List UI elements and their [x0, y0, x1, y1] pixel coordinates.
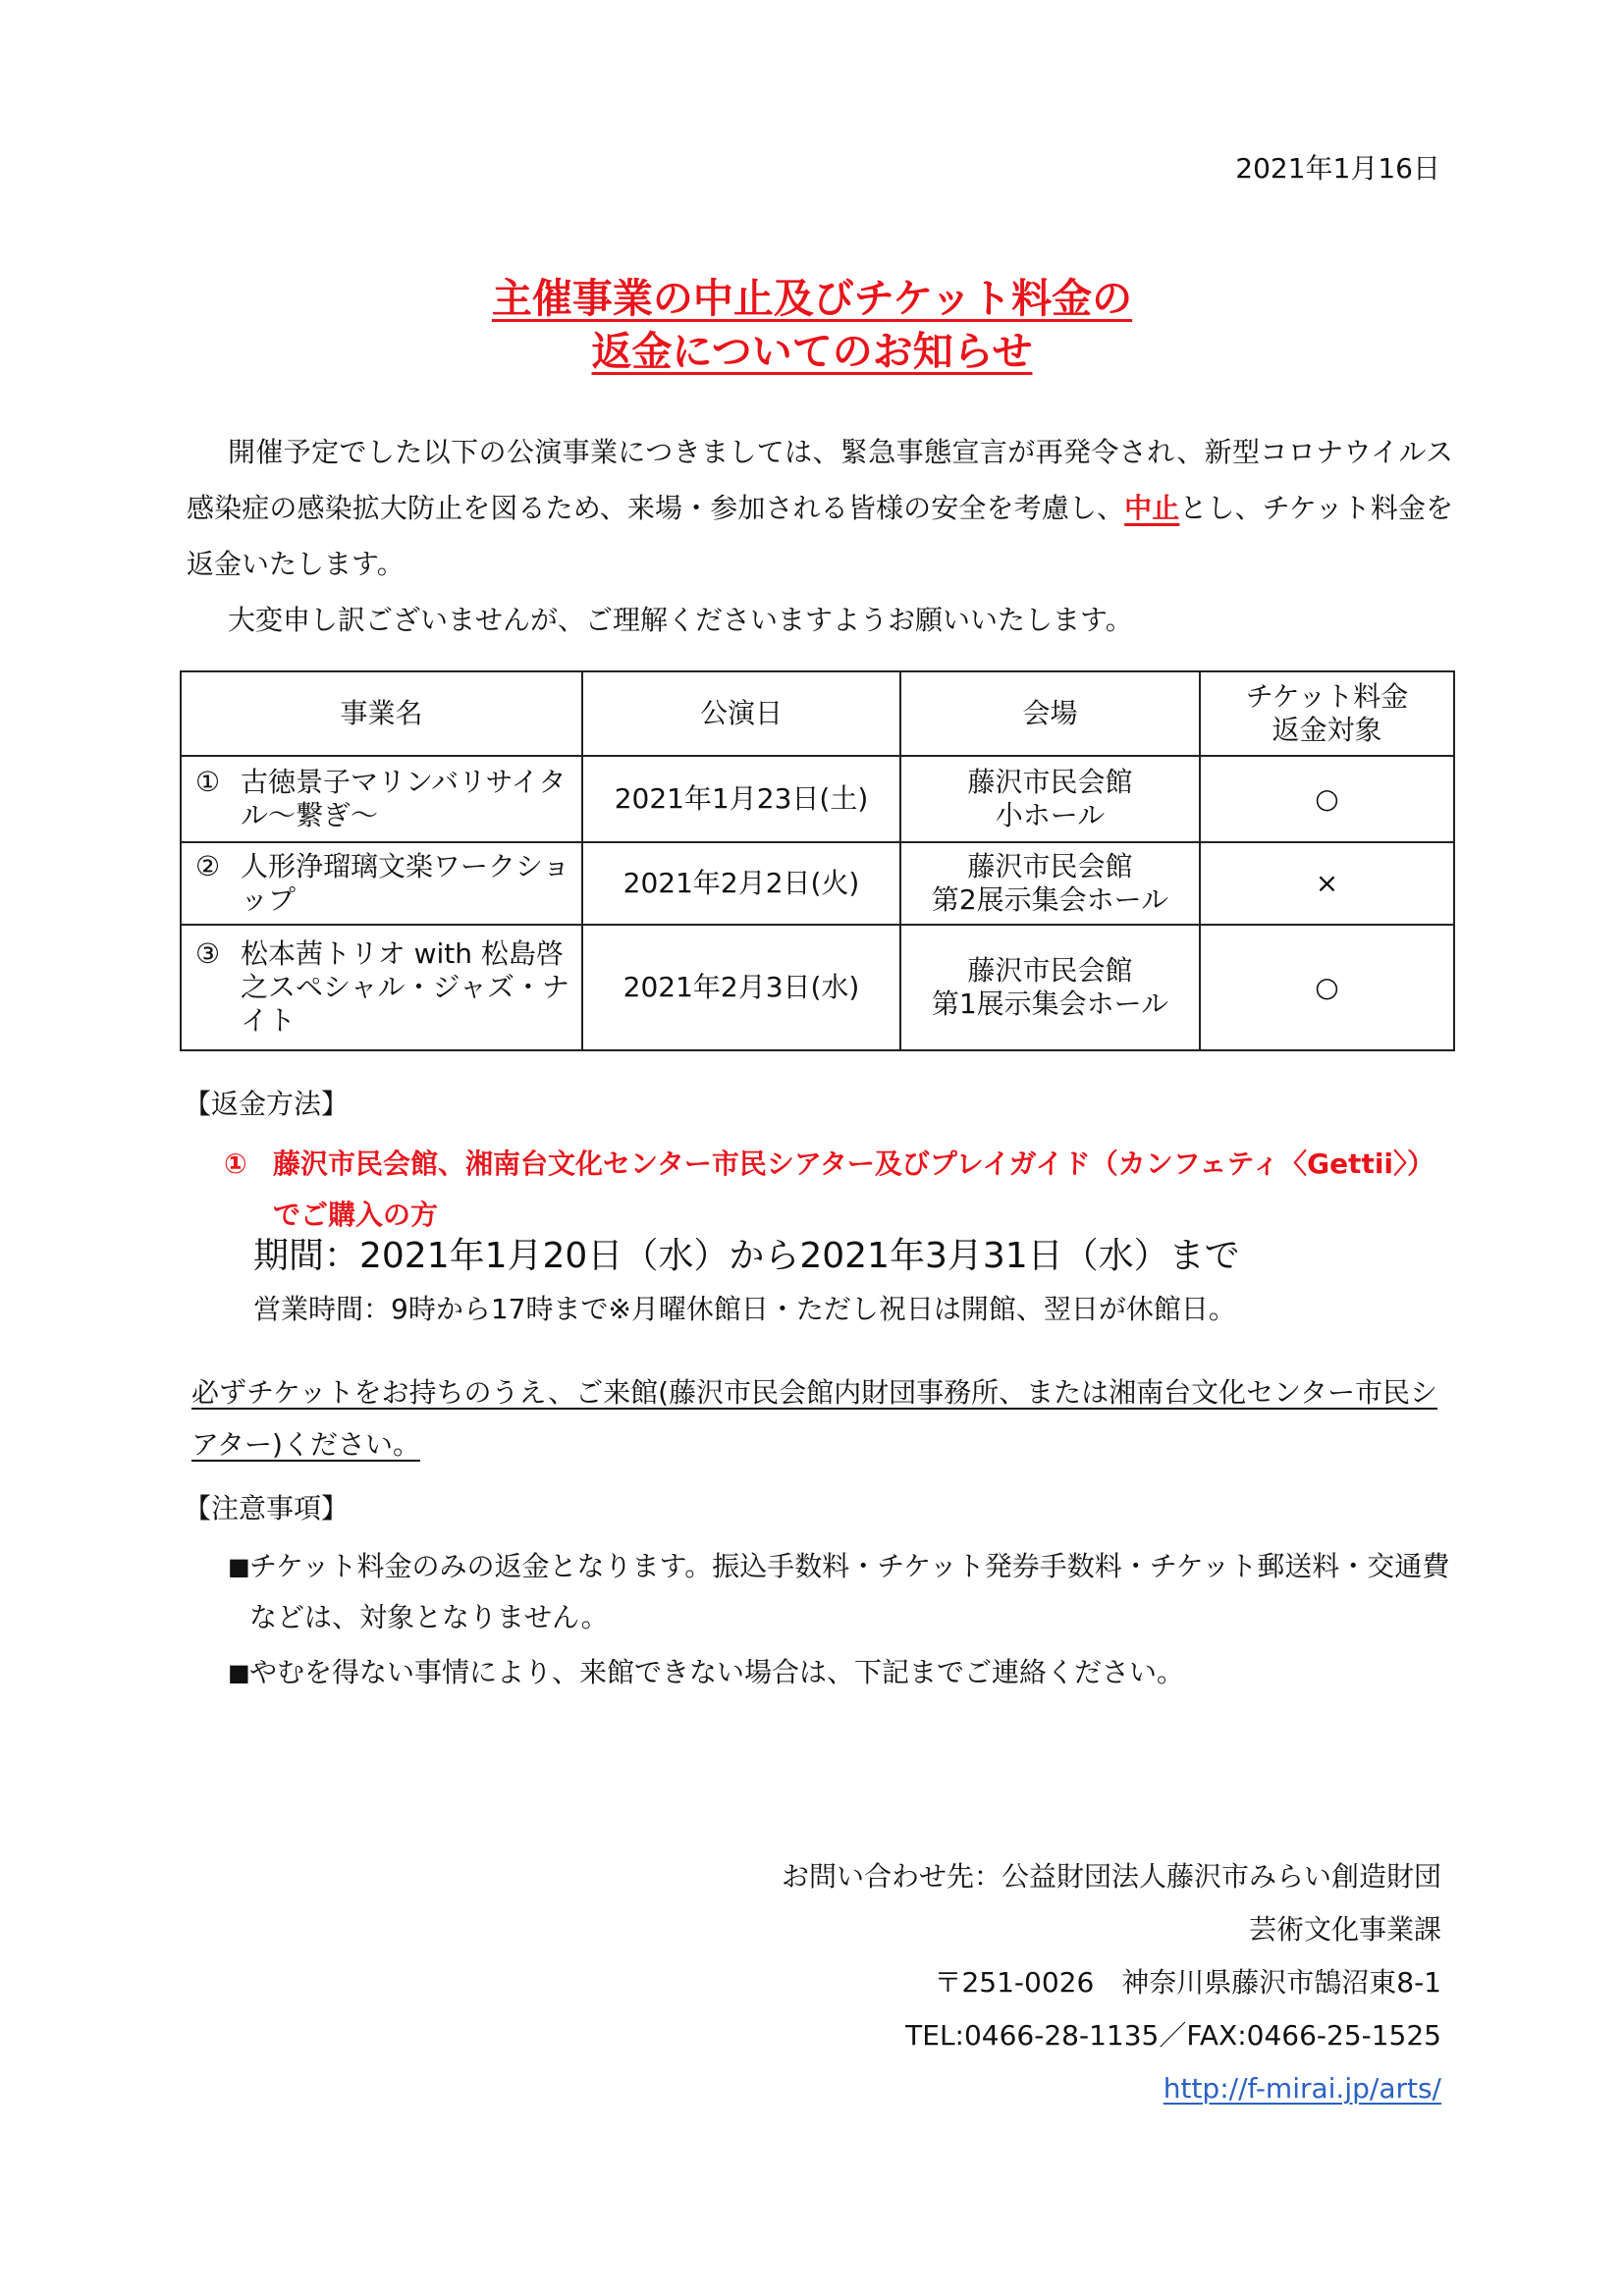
- intro-paragraph-2: 大変申し訳ございませんが、ご理解くださいますようお願いいたします。: [228, 604, 1133, 636]
- square-bullet-icon: ■: [228, 1553, 250, 1580]
- table-header-row: [181, 671, 1454, 756]
- venue-line1: 藤沢市民会館: [967, 850, 1133, 882]
- event-date: 2021年2月2日(火): [582, 842, 900, 925]
- refund-method-text: 藤沢市民会館、湘南台文化センター市民シアター及びプレイガイド（カンフェティ〈Gettii〉）でご購入の方: [273, 1148, 1435, 1231]
- square-bullet-icon: ■: [228, 1659, 250, 1686]
- notice-title-line1: [0, 272, 1624, 325]
- intro-p1-before: 開催予定でした以下の公演事業につきましては、緊急事態宣言が再発令され、新型コロナウイルス感染症の感染拡大防止を図るため、来場・参加される皆様の安全を考慮し、: [187, 436, 1453, 524]
- note-item: [228, 1541, 1457, 1643]
- refund-mark: ○: [1200, 756, 1454, 842]
- event-name-cell: [181, 925, 582, 1050]
- refund-period: 期間：2021年1月20日（水）から2021年3月31日（水）まで: [253, 1236, 1240, 1276]
- note-item: [228, 1647, 1457, 1698]
- contact-department: 芸術文化事業課: [1248, 1913, 1441, 1946]
- notes-heading: 【注意事項】: [184, 1492, 350, 1524]
- header-event-name: 事業名: [181, 671, 582, 756]
- venue-line2: 第1展示集会ホール: [931, 988, 1169, 1020]
- notes-list: [228, 1541, 1457, 1702]
- business-hours: 営業時間：9時から17時まで※月曜休館日・ただし祝日は開館、翌日が休館日。: [253, 1293, 1236, 1325]
- header-refund-line1: チケット料金: [1245, 680, 1409, 713]
- event-date: 2021年1月23日(土): [582, 756, 900, 842]
- refund-method-heading: 【返金方法】: [184, 1088, 350, 1120]
- event-name: 古徳景子マリンバリサイタル～繋ぎ～: [241, 766, 567, 831]
- venue-line1: 藤沢市民会館: [967, 954, 1133, 987]
- table-row: [181, 756, 1454, 842]
- event-name-cell: [181, 842, 582, 925]
- header-refund-line2: 返金対象: [1272, 714, 1382, 746]
- bring-ticket-text: 必ずチケットをお持ちのうえ、ご来館(藤沢市民会館内財団事務所、または湘南台文化センター市民シアター)ください。: [191, 1376, 1437, 1461]
- venue-line2: 小ホール: [995, 799, 1106, 831]
- event-name-cell: [181, 756, 582, 842]
- notice-title-line2-text: 返金についてのお知らせ: [591, 328, 1033, 375]
- intro-p1-after: とし、チケット料金を返金いたします。: [187, 492, 1453, 580]
- intro-paragraph-1: [187, 424, 1453, 592]
- notice-title-line2: [0, 325, 1624, 378]
- header-venue: 会場: [900, 671, 1200, 756]
- contact-organization: お問い合わせ先：公益財団法人藤沢市みらい創造財団: [781, 1860, 1441, 1893]
- notice-title-line1-text: 主催事業の中止及びチケット料金の: [491, 275, 1133, 322]
- refund-method-item: [224, 1139, 1456, 1241]
- note-text: やむを得ない事情により、来館できない場合は、下記までご連絡ください。: [249, 1656, 1185, 1688]
- document-date: 2021年1月16日: [1235, 152, 1440, 185]
- event-name: 松本茜トリオ with 松島啓之スペシャル・ジャズ・ナイト: [241, 937, 569, 1037]
- table-row: [181, 925, 1454, 1050]
- event-number: ③: [195, 937, 221, 970]
- bring-ticket-note: [191, 1366, 1458, 1470]
- table-row: [181, 842, 1454, 925]
- header-performance-date: 公演日: [582, 671, 900, 756]
- venue-line1: 藤沢市民会館: [967, 766, 1133, 798]
- intro-text: [187, 424, 1453, 648]
- event-number: ②: [195, 850, 221, 882]
- events-table: [180, 670, 1455, 1051]
- cancellation-highlight: 中止: [1124, 492, 1180, 524]
- event-venue: [900, 925, 1200, 1050]
- event-name: 人形浄瑠璃文楽ワークショップ: [241, 850, 570, 916]
- refund-method-number: ①: [224, 1148, 247, 1180]
- event-venue: [900, 756, 1200, 842]
- event-number: ①: [195, 766, 221, 798]
- contact-address: 〒251-0026 神奈川県藤沢市鵠沼東8-1: [934, 1966, 1441, 1999]
- contact-url-link[interactable]: http://f-mirai.jp/arts/: [1163, 2072, 1441, 2105]
- refund-mark: ○: [1200, 925, 1454, 1050]
- contact-block: [782, 1850, 1441, 2115]
- event-date: 2021年2月3日(水): [582, 925, 900, 1050]
- contact-url-wrap: [782, 2062, 1441, 2115]
- venue-line2: 第2展示集会ホール: [931, 883, 1169, 916]
- refund-mark: ×: [1200, 842, 1454, 925]
- header-refund-eligible: [1200, 671, 1454, 756]
- contact-phone-fax: TEL:0466-28-1135／FAX:0466-25-1525: [905, 2019, 1441, 2052]
- event-venue: [900, 842, 1200, 925]
- note-text: チケット料金のみの返金となります。振込手数料・チケット発券手数料・チケット郵送料・交通費などは、対象となりません。: [249, 1550, 1450, 1633]
